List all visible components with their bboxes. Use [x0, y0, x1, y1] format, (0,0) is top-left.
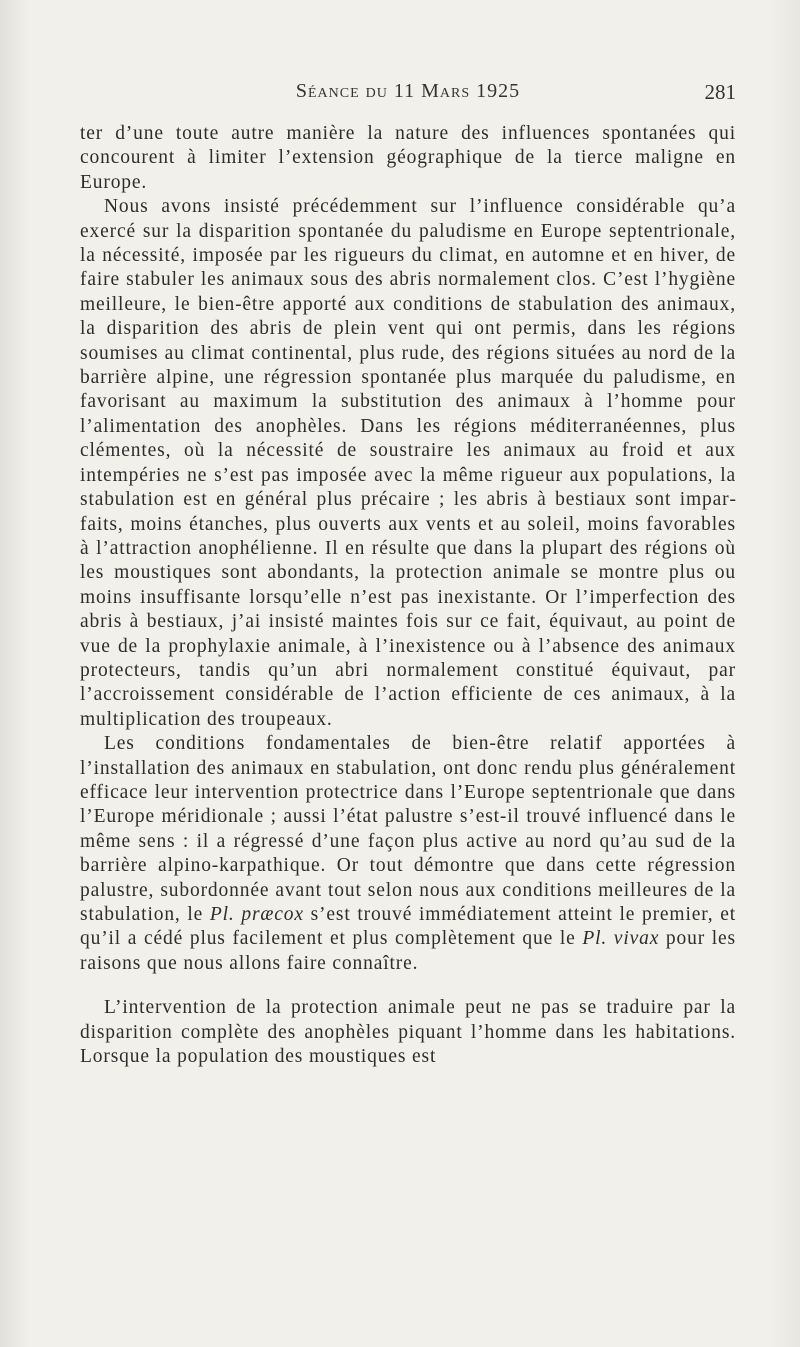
body-text [80, 122, 736, 1069]
page-header [80, 80, 736, 110]
running-title: Séance du 11 Mars 1925 [295, 80, 521, 102]
paragraph-3-text-c: pour les raisons que nous allons faire connaître. [80, 928, 736, 974]
species-name-vivax: Pl. vivax [582, 928, 660, 950]
paragraph-2: Nous avons insisté précédemment sur l’influence considérable qu’a exercé sur la disparition spontanée du paludisme en Europe septentrionale, la nécessité, imposée par les rigueurs du climat, en automne et en hiver, de faire stabuler les animaux sous des abris normalement clos. C’est l’hygiène meilleure, le bien-être apporté aux conditions de stabulation des animaux, la disparition des abris de plein vent qui ont permis, dans les régions soumises au climat continental, plus rude, des régions situées au nord de la barrière alpine, une régression spontanée plus marquée du paludisme, en favorisant au maximum la substitution des animaux à l’homme pour l’alimentation des anophèles. Dans les régions méditerranéennes, plus clémentes, où la nécessité de soustraire les animaux au froid et aux intempéries ne s’est pas imposée avec la même rigueur aux populations, la stabulation est en général plus précaire ; les abris à bestiaux sont imparfaits, moins étanches, plus ouverts aux vents et au soleil, moins favorables à l’attraction anophélienne. Il en résulte que dans la plupart des régions où les moustiques sont abondants, la protection animale se montre plus ou moins insuffisante lorsqu’elle n’est pas inexistante. Or l’imperfection des abris à bestiaux, j’ai insisté maintes fois sur ce fait, équivaut, au point de vue de la prophylaxie animale, à l’inexistence ou à l’absence des animaux protecteurs, tandis qu’un abri normalement constitué équivaut, par l’accroissement considérable de l’action efficiente de ces animaux, à la multiplication des troupeaux. [80, 196, 736, 730]
page-number: 281 [704, 80, 736, 104]
paragraph-1: ter d’une toute autre manière la nature des influences spontanées qui concourent à limiter l’extension géographique de la tierce maligne en Europe. [80, 123, 736, 193]
paragraph-4: L’intervention de la protection animale peut ne pas se traduire par la disparition complète des anophèles piquant l’homme dans les habitations. Lorsque la population des moustiques est [80, 997, 736, 1068]
paragraph-3-text-a: Les conditions fondamentales de bien-être relatif apportées à l’installation des animaux en stabulation, ont donc rendu plus généralement efficace leur intervention protectrice dans l’Europe septentrionale que dans l’Europe méridionale ; aussi l’état palustre s’est-il trouvé influencé dans le même sens : il a régressé d’une façon plus active au nord qu’au sud de la barrière alpino-karpathique. Or tout démontre que dans cette régression palustre, subordonnée avant tout selon nous aux conditions meilleures de la stabulation, le [80, 733, 736, 925]
paragraph-3-text-b: s’est trouvé immédiatement atteint le premier, et qu’il a cédé plus facilement et plus complètement que le [80, 904, 737, 950]
paragraph-3 [80, 732, 736, 976]
species-name-praecox: Pl. præcox [209, 904, 304, 925]
